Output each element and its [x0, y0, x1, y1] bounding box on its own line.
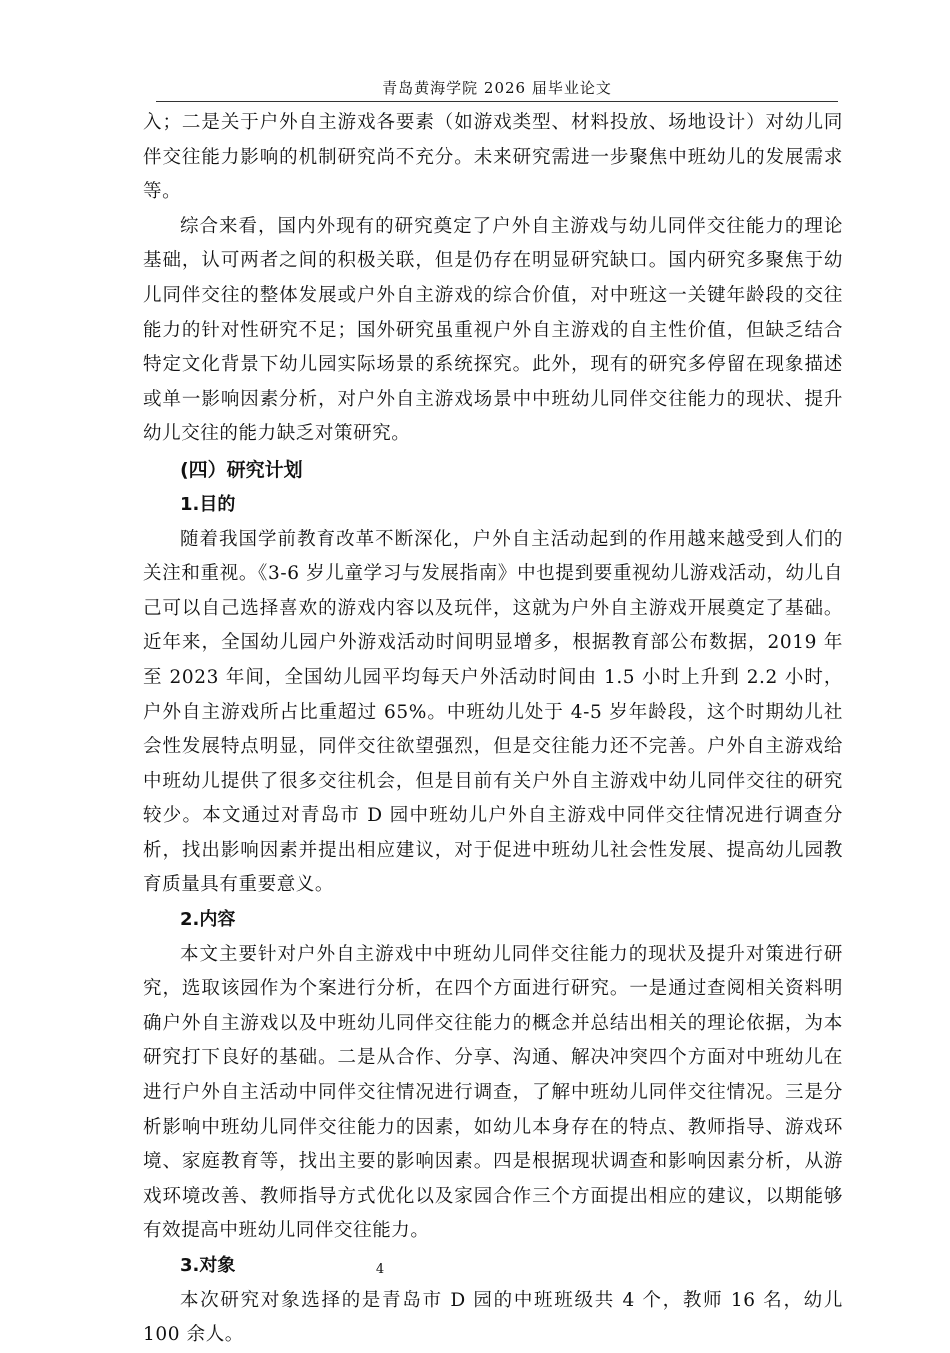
header-divider	[156, 101, 838, 102]
subheading-purpose: 1.目的	[180, 493, 236, 515]
paragraph-content: 本文主要针对户外自主游戏中中班幼儿同伴交往能力的现状及提升对策进行研究，选取该园作为个案进行分析，在四个方面进行研究。一是通过查阅相关资料明确户外自主游戏以及中班幼儿同伴交往能力的概念并总结出相关的理论依据，为本研究打下良好的基础。二是从合作、分享、沟通、解决冲突四个方面对中班幼儿在进行户外自主活动中同伴交往情况进行调查，了解中班幼儿同伴交往情况。三是分析影响中班幼儿同伴交往能力的因素，如幼儿本身存在的特点、教师指导、游戏环境、家庭教育等，找出主要的影响因素。四是根据现状调查和影响因素分析，从游戏环境改善、教师指导方式优化以及家园合作三个方面提出相应的建议，以期能够有效提高中班幼儿同伴交往能力。	[143, 943, 843, 1242]
body-content	[143, 106, 843, 1353]
section-heading-research-plan: (四）研究计划	[180, 458, 303, 481]
paragraph-summary: 综合来看，国内外现有的研究奠定了户外自主游戏与幼儿同伴交往能力的理论基础，认可两者之间的积极关联，但是仍存在明显研究缺口。国内研究多聚焦于幼儿同伴交往的整体发展或户外自主游戏的综合价值，对中班这一关键年龄段的交往能力的针对性研究不足；国外研究虽重视户外自主游戏的自主性价值，但缺乏结合特定文化背景下幼儿园实际场景的系统探究。此外，现有的研究多停留在现象描述或单一影响因素分析，对户外自主游戏场景中中班幼儿同伴交往能力的现状、提升幼儿交往的能力缺乏对策研究。	[143, 215, 843, 445]
paragraph-object: 本次研究对象选择的是青岛市 D 园的中班班级共 4 个，教师 16 名，幼儿 100 余人。	[143, 1289, 843, 1346]
paragraph-purpose: 随着我国学前教育改革不断深化，户外自主活动起到的作用越来越受到人们的关注和重视。《3-6 岁儿童学习与发展指南》中也提到要重视幼儿游戏活动，幼儿自己可以自己选择喜欢的游戏内容以及玩伴，这就为户外自主游戏开展奠定了基础。近年来，全国幼儿园户外游戏活动时间明显增多，根据教育部公布数据，2019 年至 2023 年间，全国幼儿园平均每天户外活动时间由 1.5 小时上升到 2.2 小时，户外自主游戏所占比重超过 65%。中班幼儿处于 4-5 岁年龄段，这个时期幼儿社会性发展特点明显，同伴交往欲望强烈，但是交往能力还不完善。户外自主游戏给中班幼儿提供了很多交往机会，但是目前有关户外自主游戏中幼儿同伴交往的研究较少。本文通过对青岛市 D 园中班幼儿户外自主游戏中同伴交往情况进行调查分析，找出影响因素并提出相应建议，对于促进中班幼儿社会性发展、提高幼儿园教育质量具有重要意义。	[143, 528, 843, 896]
subheading-object: 3.对象	[180, 1255, 236, 1276]
page-number: 4	[375, 1262, 385, 1277]
subheading-content: 2.内容	[180, 909, 236, 931]
paragraph-continuation: 入；二是关于户外自主游戏各要素（如游戏类型、材料投放、场地设计）对幼儿同伴交往能力影响的机制研究尚不充分。未来研究需进一步聚焦中班幼儿的发展需求等。	[143, 112, 843, 203]
page-header: 青岛黄海学院 2026 届毕业论文	[382, 79, 612, 97]
